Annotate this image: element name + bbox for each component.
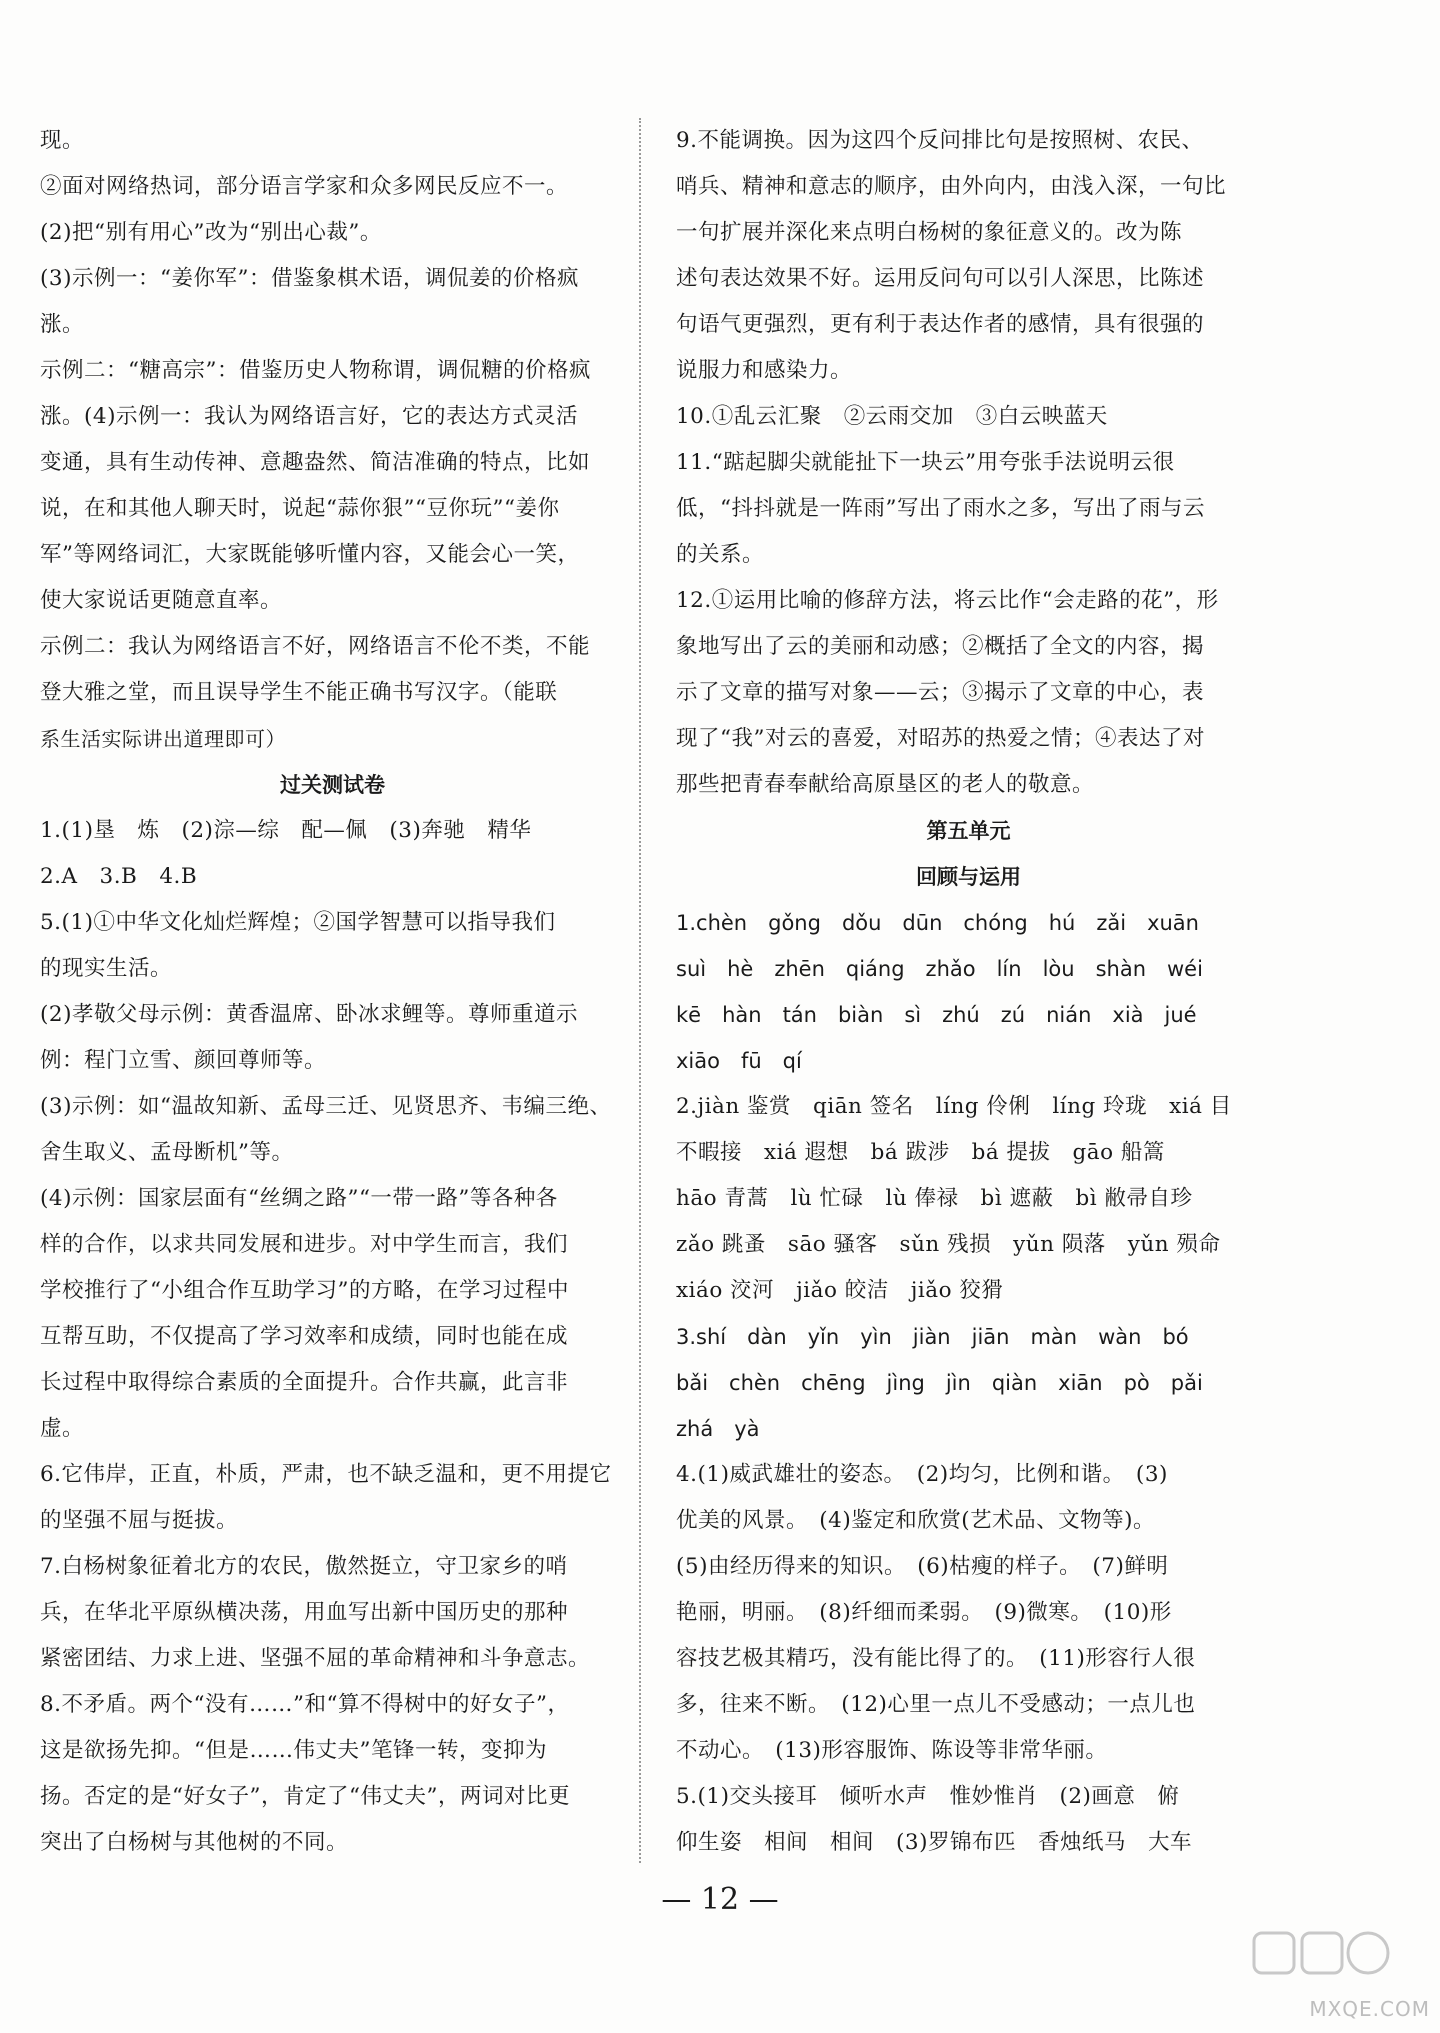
left-text-line: 示例二：我认为网络语言不好，网络语言不伦不类，不能 <box>40 634 591 659</box>
right-pinyin-line: 1.chèn gǒng dǒu dūn chóng hú zǎi xuān <box>676 911 1199 935</box>
right-text-line: 句语气更强烈，更有利于表达作者的感情，具有很强的 <box>676 312 1205 337</box>
left-text-line: 的现实生活。 <box>40 956 173 981</box>
right-text-line: 那些把青春奉献给高原垦区的老人的敬意。 <box>676 772 1095 797</box>
right-text-line: 述句表达效果不好。运用反问句可以引人深思，比陈述 <box>676 266 1205 291</box>
right-text-line: hāo 青蒿 lù 忙碌 lù 俸禄 bì 遮蔽 bì 敝帚自珍 <box>676 1186 1193 1211</box>
right-text-line: (5)由经历得来的知识。 (6)枯瘦的样子。 (7)鲜明 <box>676 1554 1169 1579</box>
left-text-line: (2)孝敬父母示例：黄香温席、卧冰求鲤等。尊师重道示 <box>40 1002 578 1027</box>
right-pinyin-line: bǎi chèn chēng jìng jìn qiàn xiān pò pǎi <box>676 1371 1203 1395</box>
left-text-line: 系生活实际讲出道理即可） <box>40 727 286 751</box>
left-text-line: 样的合作，以求共同发展和进步。对中学生而言，我们 <box>40 1232 569 1257</box>
right-text-line: 低，“抖抖就是一阵雨”写出了雨水之多，写出了雨与云 <box>676 496 1205 521</box>
watermark-text: MXQE.COM <box>1309 1997 1430 2021</box>
left-text-line: 现。 <box>40 128 85 153</box>
left-text-line: 8.不矛盾。两个“没有……”和“算不得树中的好女子”， <box>40 1692 570 1717</box>
left-text-line: (3)示例：如“温故知新、孟母三迁、见贤思齐、韦编三绝、 <box>40 1094 612 1119</box>
left-text-line: (4)示例：国家层面有“丝绸之路”“一带一路”等各种各 <box>40 1186 558 1211</box>
right-text-line: 12.①运用比喻的修辞方法，将云比作“会走路的花”，形 <box>676 588 1219 613</box>
left-text-line: 7.白杨树象征着北方的农民，傲然挺立，守卫家乡的哨 <box>40 1554 568 1579</box>
left-text-line: 2.A 3.B 4.B <box>40 864 198 889</box>
right-pinyin-line: suì hè zhēn qiáng zhǎo lín lòu shàn wéi <box>676 957 1203 981</box>
left-text-line: 登大雅之堂，而且误导学生不能正确书写汉字。（能联 <box>40 680 558 705</box>
left-text-line: 5.(1)①中华文化灿烂辉煌；②国学智慧可以指导我们 <box>40 910 556 935</box>
right-text-line: 10.①乱云汇聚 ②云雨交加 ③白云映蓝天 <box>676 404 1108 429</box>
right-pinyin-line: xiāo fū qí <box>676 1049 802 1073</box>
right-text-line: 5.(1)交头接耳 倾听水声 惟妙惟肖 (2)画意 俯 <box>676 1784 1180 1809</box>
right-column <box>676 118 1261 1866</box>
right-heading: 第五单元 <box>926 819 1011 843</box>
left-text-line: 涨。 <box>40 312 85 337</box>
left-text-line: 使大家说话更随意直率。 <box>40 588 283 613</box>
left-text-line: 变通，具有生动传神、意趣盎然、简洁准确的特点，比如 <box>40 450 591 475</box>
left-text-line: 互帮互助，不仅提高了学习效率和成绩，同时也能在成 <box>40 1324 569 1349</box>
right-text-line: 不动心。 (13)形容服饰、陈设等非常华丽。 <box>676 1738 1108 1763</box>
right-text-line: 9.不能调换。因为这四个反问排比句是按照树、农民、 <box>676 128 1204 153</box>
right-heading: 回顾与运用 <box>916 865 1021 889</box>
right-text-line: 象地写出了云的美丽和动感；②概括了全文的内容，揭 <box>676 634 1205 659</box>
right-text-line: zǎo 跳蚤 sāo 骚客 sǔn 残损 yǔn 陨落 yǔn 殒命 <box>676 1232 1221 1257</box>
right-text-line: 容技艺极其精巧，没有能比得了的。 (11)形容行人很 <box>676 1646 1196 1671</box>
left-text-line: (2)把“别有用心”改为“别出心裁”。 <box>40 220 382 245</box>
right-pinyin-line: 3.shí dàn yǐn yìn jiàn jiān màn wàn bó <box>676 1325 1189 1349</box>
left-text-line: 兵，在华北平原纵横决荡，用血写出新中国历史的那种 <box>40 1600 569 1625</box>
left-heading: 过关测试卷 <box>280 773 385 797</box>
right-text-line: 2.jiàn 鉴赏 qiān 签名 líng 伶俐 líng 玲珑 xiá 目 <box>676 1094 1232 1119</box>
right-text-line: 说服力和感染力。 <box>676 358 853 383</box>
left-text-line: 例：程门立雪、颜回尊师等。 <box>40 1048 327 1073</box>
right-text-line: 现了“我”对云的喜爱，对昭苏的热爱之情；④表达了对 <box>676 726 1205 751</box>
right-text-line: 4.(1)威武雄壮的姿态。 (2)均匀，比例和谐。 (3) <box>676 1462 1168 1487</box>
right-text-line: 多，往来不断。 (12)心里一点儿不受感动；一点儿也 <box>676 1692 1196 1717</box>
left-text-line: 虚。 <box>40 1416 85 1441</box>
right-text-line: xiáo 洨河 jiǎo 皎洁 jiǎo 狡猾 <box>676 1278 1004 1303</box>
left-text-line: 舍生取义、孟母断机”等。 <box>40 1140 294 1165</box>
right-text-line: 一句扩展并深化来点明白杨树的象征意义的。改为陈 <box>676 220 1183 245</box>
column-divider <box>639 118 641 1863</box>
right-text-line: 的关系。 <box>676 542 765 567</box>
right-pinyin-line: zhá yà <box>676 1417 760 1441</box>
right-text-line: 示了文章的描写对象——云；③揭示了文章的中心，表 <box>676 680 1205 705</box>
left-column <box>40 118 625 1866</box>
left-text-line: 示例二：“糖高宗”：借鉴历史人物称谓，调侃糖的价格疯 <box>40 358 591 383</box>
left-text-line: 说，在和其他人聊天时，说起“蒜你狠”“豆你玩”“姜你 <box>40 496 560 521</box>
right-text-line: 仰生姿 相间 相间 (3)罗锦布匹 香烛纸马 大车 <box>676 1830 1192 1855</box>
left-text-line: 的坚强不屈与挺拔。 <box>40 1508 239 1533</box>
right-text-line: 优美的风景。 (4)鉴定和欣赏(艺术品、文物等)。 <box>676 1508 1155 1533</box>
right-text-line: 哨兵、精神和意志的顺序，由外向内，由浅入深，一句比 <box>676 174 1227 199</box>
right-text-line: 不暇接 xiá 遐想 bá 跋涉 bá 提拔 gāo 船篙 <box>676 1140 1165 1165</box>
left-text-line: 长过程中取得综合素质的全面提升。合作共赢，此言非 <box>40 1370 569 1395</box>
right-text-line: 11.“踮起脚尖就能扯下一块云”用夸张手法说明云很 <box>676 450 1175 475</box>
left-text-line: 扬。否定的是“好女子”，肯定了“伟丈夫”，两词对比更 <box>40 1784 570 1809</box>
left-text-line: 涨。(4)示例一：我认为网络语言好，它的表达方式灵活 <box>40 404 578 429</box>
left-text-line: (3)示例一：“姜你军”：借鉴象棋术语，调侃姜的价格疯 <box>40 266 579 291</box>
left-text-line: ②面对网络热词，部分语言学家和众多网民反应不一。 <box>40 174 569 199</box>
right-pinyin-line: kē hàn tán biàn sì zhú zú nián xià jué <box>676 1003 1197 1027</box>
left-text-line: 6.它伟岸，正直，朴质，严肃，也不缺乏温和，更不用提它 <box>40 1462 612 1487</box>
page-number: — 12 — <box>661 1882 779 1917</box>
left-text-line: 这是欲扬先抑。“但是……伟丈夫”笔锋一转，变抑为 <box>40 1738 547 1763</box>
left-text-line: 学校推行了“小组合作互助学习”的方略，在学习过程中 <box>40 1278 569 1303</box>
right-text-line: 艳丽，明丽。 (8)纤细而柔弱。 (9)微寒。 (10)形 <box>676 1600 1172 1625</box>
left-text-line: 军”等网络词汇，大家既能够听懂内容，又能会心一笑， <box>40 542 580 567</box>
left-text-line: 突出了白杨树与其他树的不同。 <box>40 1830 349 1855</box>
left-text-line: 紧密团结、力求上进、坚强不屈的革命精神和斗争意志。 <box>40 1646 591 1671</box>
left-text-line: 1.(1)垦 炼 (2)淙—综 配—佩 (3)奔驰 精华 <box>40 818 532 843</box>
